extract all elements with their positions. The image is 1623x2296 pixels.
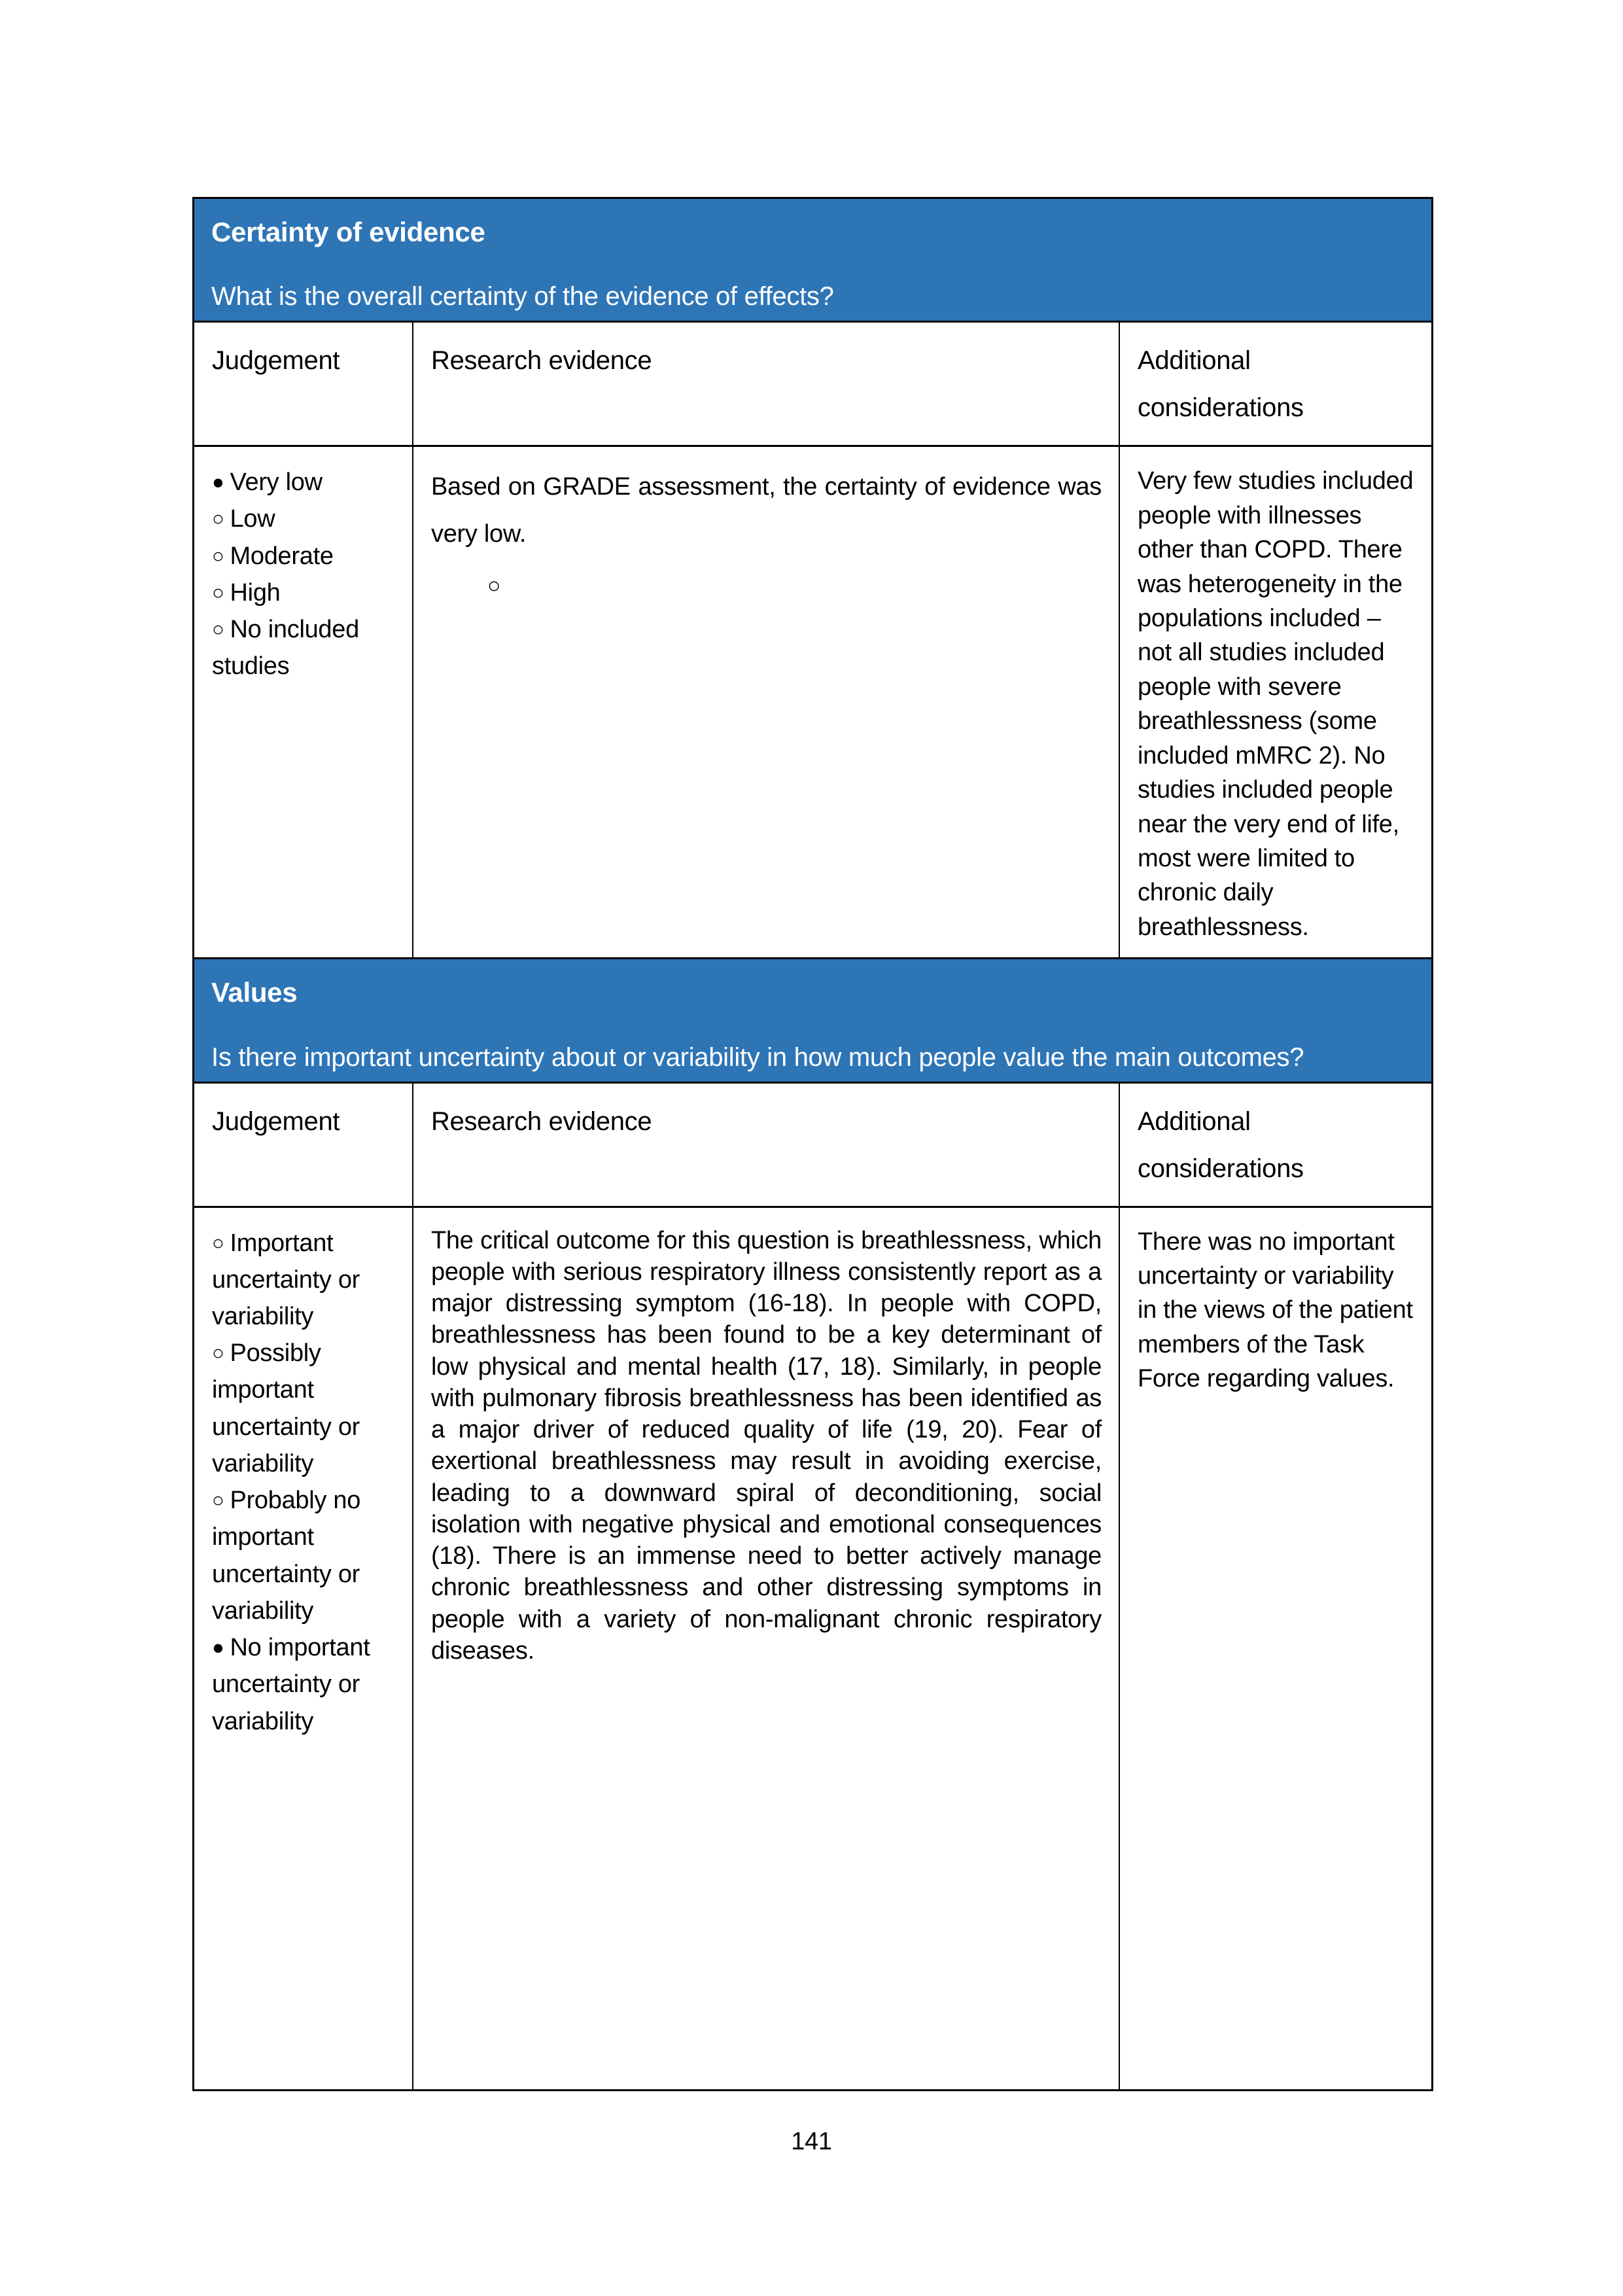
radio-filled-icon: ●: [212, 470, 224, 494]
judgement-option: [212, 1225, 395, 1335]
radio-hollow-icon: ○: [212, 544, 224, 567]
header-additional-considerations: Additional considerations: [1119, 323, 1431, 445]
section-title: Values: [211, 977, 298, 1008]
judgement-option-label: No important uncertainty or variability: [212, 1634, 370, 1735]
judgement-cell: [194, 447, 412, 957]
header-judgement: Judgement: [212, 346, 340, 376]
judgement-option: [212, 538, 395, 574]
research-evidence-text: The critical outcome for this question is breathlessness, which people with serious respiratory illness consistently report as a major distressing symptom (16-18). In people with COPD, breathlessness has been found to be a key determinant of low physical and mental health (17, 18). Similarly, in people with pulmonary fibrosis breathlessness has been identified as a major driver of reduced quality of life (19, 20). Fear of exertional breathlessness may result in avoiding exercise, leading to a downward spiral of deconditioning, social isolation with negative physical and emotional consequences (18). There is an immense need to better actively manage chronic breathlessness and other distressing symptoms in people with a variety of non-malignant chronic respiratory diseases.: [431, 1226, 1102, 1665]
empty-list-bullet-icon: ○: [487, 573, 501, 599]
judgement-option: [212, 1629, 395, 1740]
section-bar-certainty-of-evidence: [194, 199, 1431, 323]
section-question: Is there important uncertainty about or variability in how much people value the main outcomes?: [211, 1042, 1304, 1072]
page-number: 141: [791, 2128, 832, 2155]
judgement-option-label: Low: [230, 505, 275, 533]
header-judgement: Judgement: [212, 1106, 340, 1136]
judgement-cell: [194, 1208, 412, 2089]
values-row: [194, 1208, 1431, 2089]
additional-considerations-text: Very few studies included people with illnesses other than COPD. There was heterogeneity in the populations included – not all studies included people with severe breathlessness (some included mMRC 2). No studies included people near the very end of life, most were limited to chronic daily breathlessness.: [1119, 447, 1431, 957]
additional-considerations-text: There was no important uncertainty or variability in the views of the patient members of the Task Force regarding values.: [1119, 1208, 1431, 2089]
section-title: Certainty of evidence: [211, 217, 485, 247]
judgement-option: [212, 611, 395, 684]
judgement-option-label: No included studies: [212, 616, 359, 680]
judgement-option-label: Important uncertainty or variability: [212, 1229, 360, 1330]
column-header-row: [194, 1084, 1431, 1208]
judgement-option-label: High: [230, 578, 281, 607]
radio-hollow-icon: ○: [212, 1489, 224, 1512]
header-research-evidence: Research evidence: [412, 1084, 1119, 1206]
radio-hollow-icon: ○: [212, 1341, 224, 1365]
research-evidence-cell: [412, 447, 1119, 957]
certainty-of-evidence-row: [194, 447, 1431, 959]
grade-evidence-table: [192, 197, 1433, 2091]
radio-hollow-icon: ○: [212, 580, 224, 604]
judgement-option-label: Very low: [230, 468, 323, 497]
judgement-option-label: Moderate: [230, 542, 334, 570]
header-additional-considerations: Additional considerations: [1119, 1084, 1431, 1206]
radio-hollow-icon: ○: [212, 618, 224, 641]
judgement-option-label: Probably no important uncertainty or variability: [212, 1487, 361, 1625]
research-evidence-cell: [412, 1208, 1119, 2089]
section-bar-values: [194, 959, 1431, 1083]
header-research-evidence: Research evidence: [412, 323, 1119, 445]
judgement-option: [212, 501, 395, 537]
section-question: What is the overall certainty of the evidence of effects?: [211, 282, 834, 311]
judgement-option: [212, 574, 395, 611]
column-header-row: [194, 323, 1431, 447]
judgement-option: [212, 1335, 395, 1482]
judgement-option: [212, 1482, 395, 1629]
judgement-option-label: Possibly important uncertainty or variability: [212, 1339, 360, 1477]
research-evidence-text: Based on GRADE assessment, the certainty of evidence was very low.: [431, 473, 1102, 548]
radio-hollow-icon: ○: [212, 1231, 224, 1254]
radio-hollow-icon: ○: [212, 507, 224, 531]
judgement-option: [212, 464, 395, 501]
radio-filled-icon: ●: [212, 1636, 224, 1659]
